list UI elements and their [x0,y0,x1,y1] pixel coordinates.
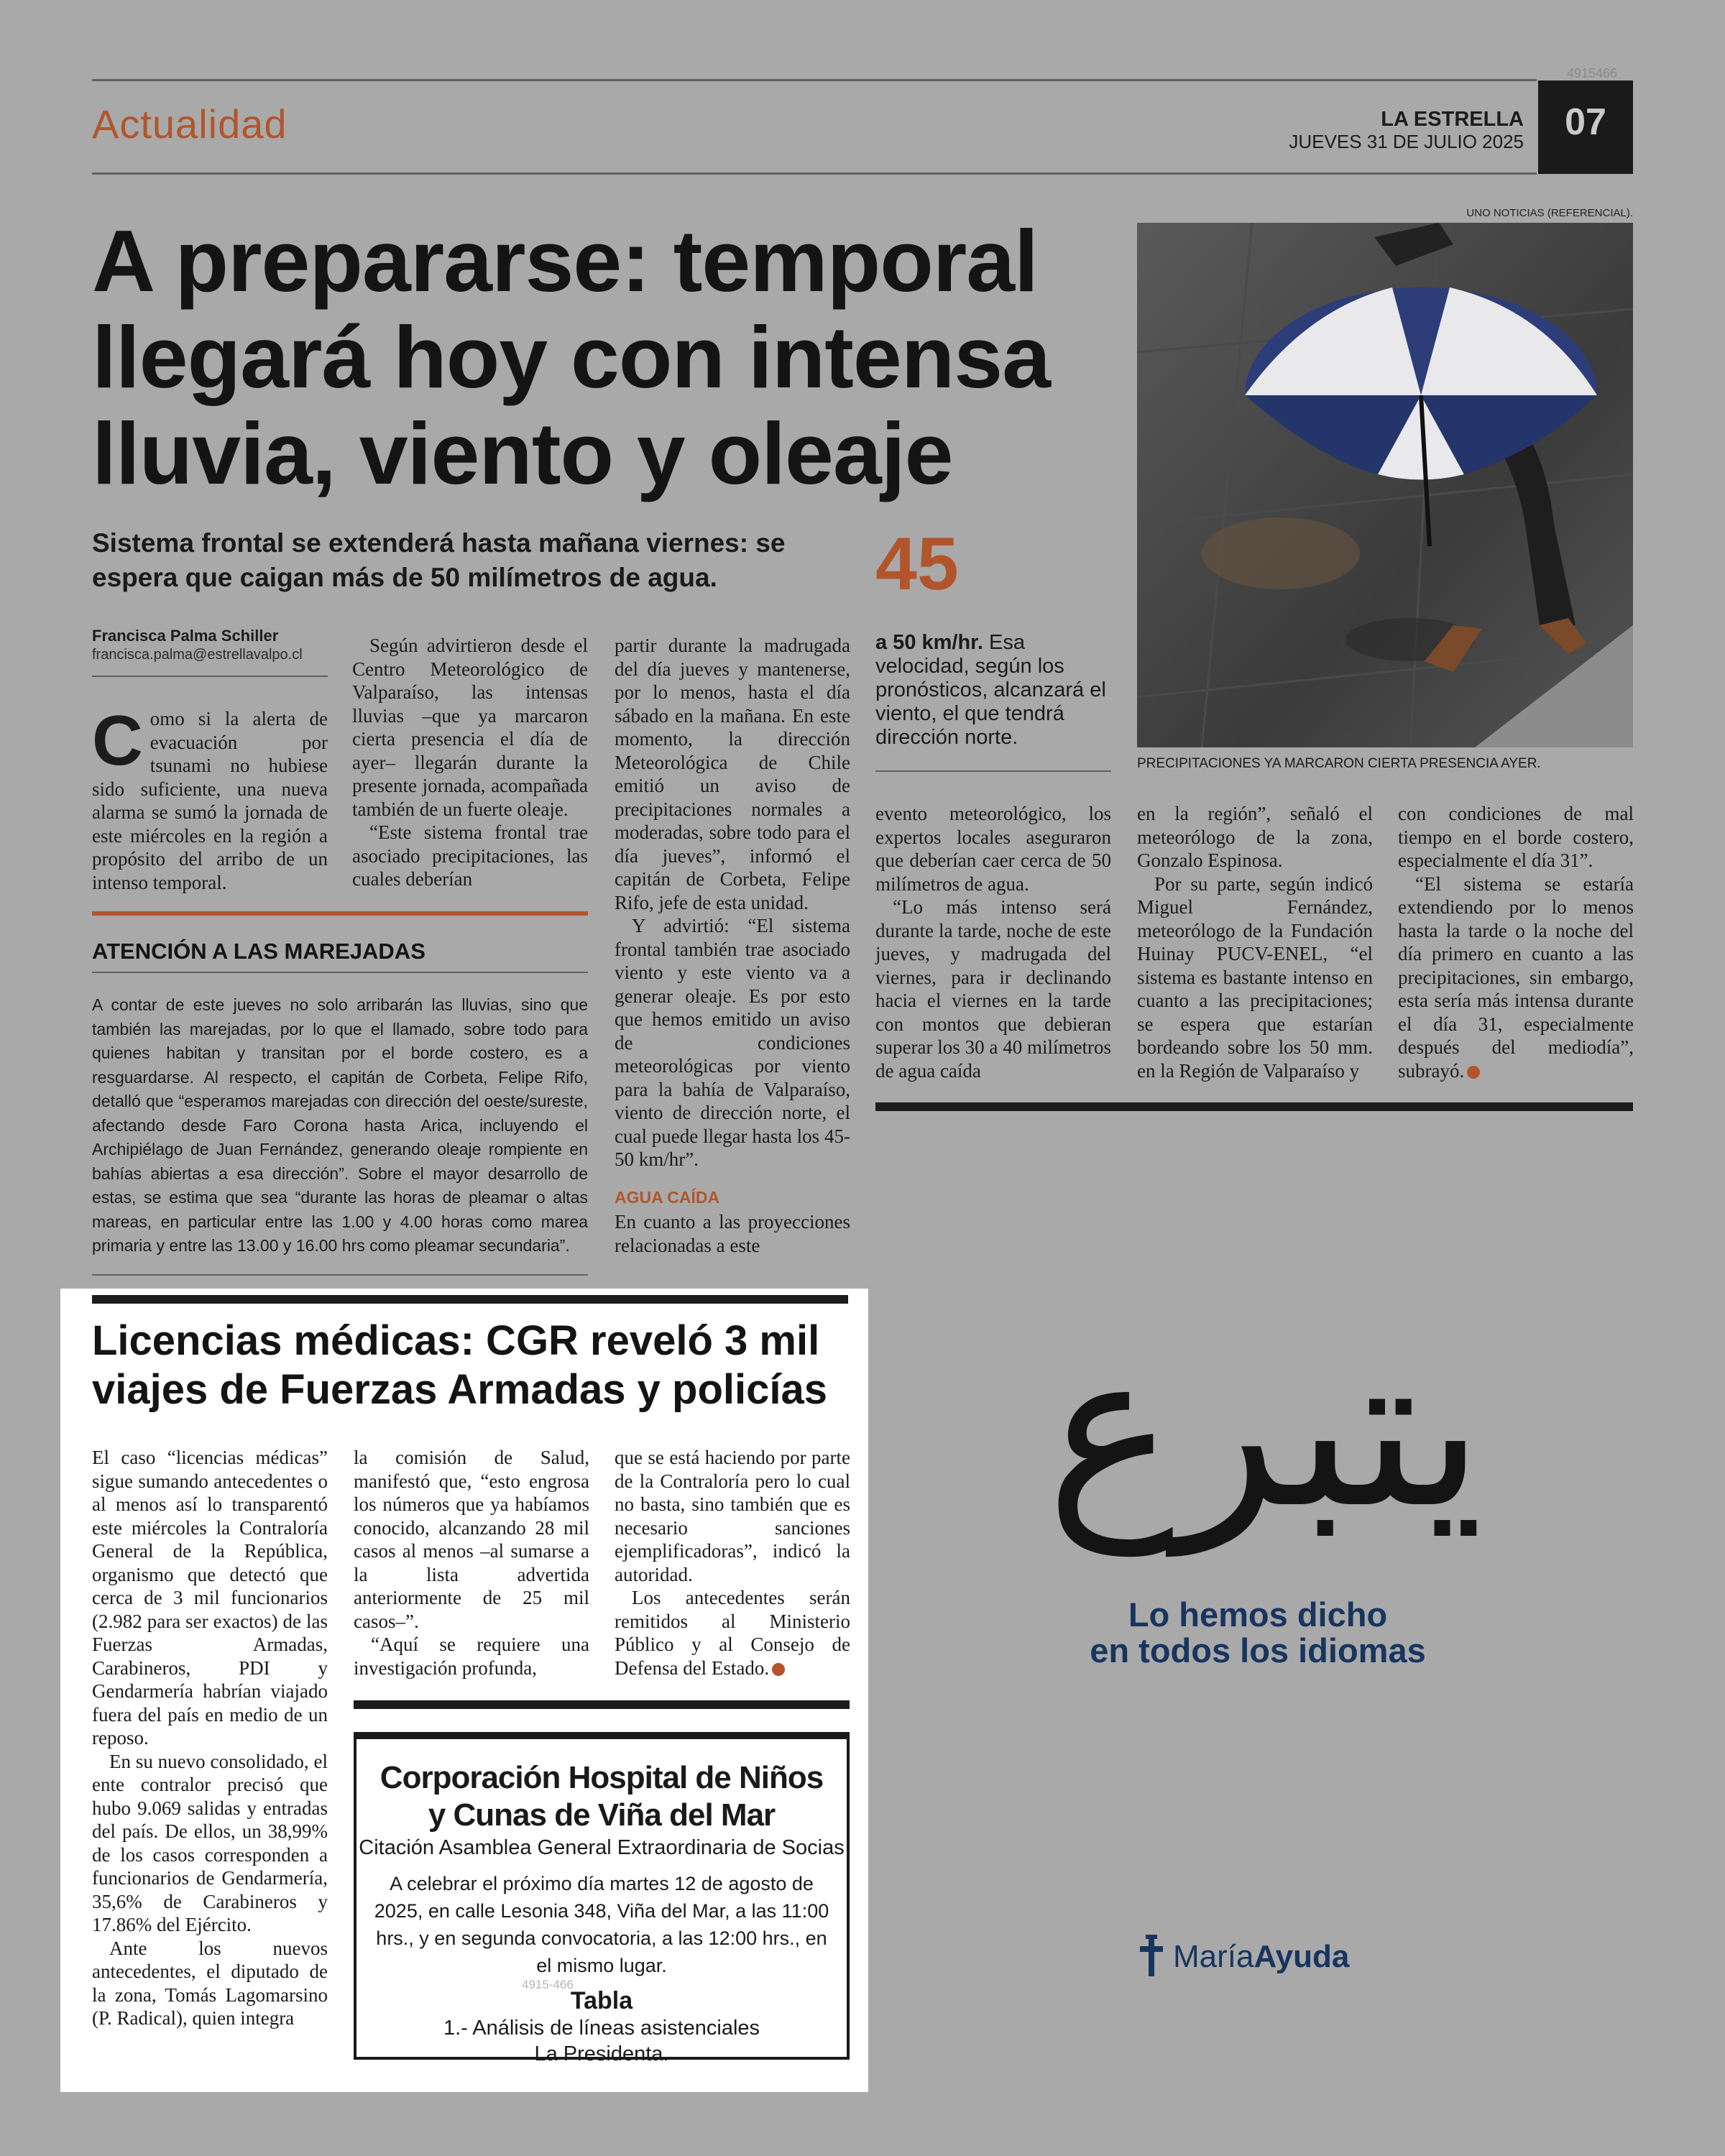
brand-bold: Ayuda [1254,1939,1350,1974]
header-top-rule [92,79,1537,81]
maria-ayuda-logo [1136,1935,1394,1978]
page-number: 07 [1565,101,1606,143]
licencias-col-2 [354,1446,589,1680]
photo-caption: PRECIPITACIONES YA MARCARON CIERTA PRESENCIA AYER. [1137,756,1541,771]
col3-paragraph-2: Y advirtió: “El sistema frontal también trae asociado viento y este viento va a generar oleaje. Es por esto que hemos emitido un aviso de condiciones meteorológicas por viento para la bahía de Valparaíso, viento de dirección norte, el cual puede llegar hasta los 45-50 km/hr”. [615,915,850,1170]
licencias-paragraph-4: la comisión de Salud, manifestó que, “esto engrosa los números que ya habíamos conocido, alcanzando 28 mil casos al menos –al sumarse a la lista advertida anteriormente de 25 mil casos–”. [354,1447,589,1632]
licencias-paragraph-2: En su nuevo consolidado, el ente contralor precisó que hubo 9.069 salidas y entradas del país. De ellos, un 38,99% de los casos corresponden a funcionarios de Gendarmería, 35,6% de Carabineros y 17.86% del Ejército. [92,1750,328,1935]
licencias-end-rule [354,1700,850,1709]
notice-code: 4915-466 [522,1978,574,1991]
author-email: francisca.palma@estrellavalpo.cl [92,647,303,663]
col5-paragraph-2: Por su parte, según indicó Miguel Fernández, meteorólogo de la Fundación Huinay PUCV-ENEL, “el sistema es bastante intenso en cuanto a las precipitaciones; se espera que estarían bordeando sobre los 50 mm. en la Región de Valparaíso y [1137,872,1373,1082]
orange-rule [92,911,588,916]
stat-text [875,631,1113,750]
stat-rule [875,770,1111,772]
issue-date: JUEVES 31 DE JULIO 2025 [1289,131,1524,152]
ad-line-1: Lo hemos dicho [1128,1595,1388,1634]
byline-rule [92,676,328,677]
article-end-rule [875,1102,1633,1111]
notice-signature: La Presidenta. [534,2042,669,2065]
arabic-word: يتبرع [1046,1304,1484,1555]
marejadas-rule [92,972,588,973]
end-mark-icon [772,1663,785,1676]
umbrella-illustration [1137,223,1633,747]
notice-subtitle: Citación Asamblea General Extraordinaria de Socias [359,1836,845,1859]
col6-paragraph-1: con condiciones de mal tiempo en el borde costero, especialmente el día 31”. [1398,803,1634,871]
article-col-2 [352,634,588,891]
cross-icon [1136,1935,1167,1978]
licencias-paragraph-1: El caso “licencias médicas” sigue sumando antecedentes o al menos así lo transparentó este miércoles la Contraloría General de la República, organismo que detectó que cerca de 3 mil funcionarios (2.982 para ser exactos) de las Fuerzas Armadas, Carabineros, PDI y Gendarmería habrían viajado fuera del país en medio de un reposo. [92,1447,328,1749]
author-name: Francisca Palma Schiller [92,627,279,645]
stat-bold: a 50 km/hr. [875,631,983,654]
photo-credit: UNO NOTICIAS (REFERENCIAL). [1466,207,1633,219]
licencias-top-rule [92,1295,848,1304]
licencias-paragraph-3: Ante los nuevos antecedentes, el diputado de la zona, Tomás Lagomarsino (P. Radical), quien integra [92,1937,328,2029]
licencias-col-3 [615,1446,850,1680]
col3-paragraph-3: En cuanto a las proyecciones relacionadas a este [615,1211,850,1256]
subheadline: Sistema frontal se extenderá hasta mañana viernes: se espera que caigan más de 50 milímetros de agua. [92,528,786,592]
licencias-paragraph-5: “Aquí se requiere una investigación profunda, [354,1634,589,1679]
article-col-3 [615,634,850,1257]
lead-paragraph: omo si la alerta de evacuación por tsunami no hubiese sido suficiente, una nueva alarma se sumó la jornada de este miércoles en la región a propósito del arribo de un intenso temporal. [92,708,328,893]
page-code: 4915466 [1567,66,1618,80]
notice-box [354,1732,850,2065]
col2-paragraph-1: Según advirtieron desde el Centro Meteorológico de Valparaíso, las intensas lluvias –que ya marcaron cierta presencia el día de ayer– llegarán durante la presente jornada, acompañada también de un fuerte oleaje. [352,635,588,820]
notice-body: A celebrar el próximo día martes 12 de agosto de 2025, en calle Lesonia 348, Viña del Mar, a las 11:00 hrs., y en segunda convocatoria, a las 12:00 hrs., en el mismo lugar. [374,1873,829,1976]
stat-number: 45 [875,522,959,606]
col3-paragraph-1: partir durante la madrugada del día jueves y mantenerse, por lo menos, hasta el día sábado en la mañana. En este momento, la dirección Meteorológica de Chile emitió un aviso de precipitaciones normales a moderadas, sobre todo para el día jueves”, informó el capitán de Corbeta, Felipe Rifo, jefe de esta unidad. [615,635,850,913]
col5-paragraph-1: en la región”, señaló el meteorólogo de la zona, Gonzalo Espinosa. [1137,803,1373,871]
notice-tabla-title: Tabla [570,1987,633,2014]
notice-tabla-item: 1.- Análisis de líneas asistenciales [443,2017,760,2040]
col2-paragraph-2: “Este sistema frontal trae asociado precipitaciones, las cuales deberían [352,821,588,890]
article-col-5 [1137,802,1373,1082]
licencias-paragraph-6: que se está haciendo por parte de la Contraloría pero lo cual no basta, sino también que es necesario sanciones ejemplificadoras”, indicó la autoridad. [615,1447,850,1585]
brand-regular: María [1173,1939,1254,1974]
licencias-col-1 [92,1446,328,2030]
marejadas-title: ATENCIÓN A LAS MAREJADAS [92,939,426,964]
drop-cap: C [92,701,143,780]
marejadas-bottom-rule [92,1274,588,1276]
newspaper-name: LA ESTRELLA [1381,108,1524,131]
umbrella-photo [1137,223,1633,747]
article-col-6 [1398,802,1634,1082]
marejadas-text: A contar de este jueves no solo arribarán las lluvias, sino que también las marejadas, por lo que el llamado, sobre todo para quienes habitan y transitan por el borde costero, es a resguardarse. Al respecto, el capitán de Corbeta, Felipe Rifo, detalló que “esperamos marejadas con dirección del oeste/sureste, afectando desde Faro Corona hasta Arica, incluyendo el Archipiélago de Juan Fernández, generando oleaje rompiente en bahías abiertas a esa dirección”. Sobre el mayor desarrollo de estas, se estima que sea “durante las horas de pleamar o altas mareas, en particular entre las 1.00 y 4.00 horas como marea primaria y entre las 13.00 y 16.00 hrs como pleamar secundaria”. [92,995,588,1255]
main-headline: A prepararse: temporal llegará hoy con intensa lluvia, viento y oleaje [92,212,1050,502]
col6-paragraph-2 [1398,872,1634,1083]
col4-paragraph-1: evento meteorológico, los expertos locales aseguraron que deberían caer cerca de 50 milímetros de agua. [875,803,1111,895]
section-label: Actualidad [92,101,288,147]
licencias-paragraph-7 [615,1586,850,1680]
header-bottom-rule [92,172,1537,175]
licencias-paragraph-7-text: Los antecedentes serán remitidos al Ministerio Público y al Consejo de Defensa del Estado. [615,1587,850,1679]
licencias-headline: Licencias médicas: CGR reveló 3 mil viajes de Fuerzas Armadas y policías [92,1317,828,1413]
col4-paragraph-2: “Lo más intenso será durante la tarde, noche de este jueves, y madrugada del viernes, para ir declinando hacia el viernes en la tarde con montos que debieran superar los 30 a 40 milímetros de agua caída [875,896,1111,1082]
agua-caida-subhead: AGUA CAÍDA [615,1187,720,1207]
article-col-1 [92,701,328,894]
col6-paragraph-2-text: “El sistema se estaría extendiendo por lo menos hasta la tarde o la noche del día primero en cuanto a las precipitaciones, sin embargo, esta sería más intensa durante el día 31, especialmente después del mediodía”, subrayó. [1398,872,1634,1082]
stat-description: Esa velocidad, según los pronósticos, alcanzará el viento, el que tendrá dirección norte. [875,631,1106,749]
article-col-4 [875,802,1111,1082]
notice-title: Corporación Hospital de Niños y Cunas de Viña del Mar [380,1760,824,1833]
end-mark-icon [1467,1066,1480,1079]
ad-line-2: en todos los idiomas [1090,1631,1426,1669]
